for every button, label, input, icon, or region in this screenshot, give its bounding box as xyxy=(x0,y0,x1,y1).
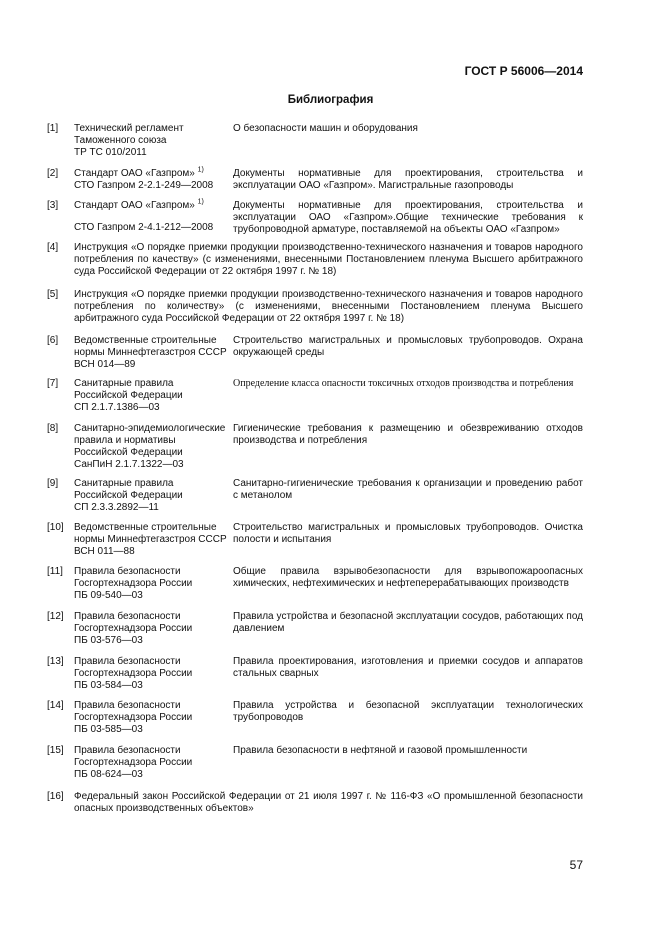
entry-number: [7] xyxy=(47,378,59,389)
entry-document: Правила безопасности Госгортехнадзора России ПБ 03-584—03 xyxy=(74,656,193,691)
entry-description: Санитарно-гигиенические требования к организации и проведению работ с метанолом xyxy=(233,478,583,501)
entry-full-text: Федеральный закон Российской Федерации от 21 июля 1997 г. № 116-ФЗ «О промышленной безопасности опасных производственных объектов» xyxy=(74,791,583,814)
entry-description: Строительство магистральных и промысловых трубопроводов. Очистка полости и испытания xyxy=(233,522,583,545)
entry-number: [11] xyxy=(47,566,63,577)
entry-document: Правила безопасности Госгортехнадзора России ПБ 08-624—03 xyxy=(74,745,193,780)
entry-description: Правила устройства и безопасной эксплуатации технологических трубопроводов xyxy=(233,700,583,723)
entry-document: Санитарные правила Российской Федерации СП 2.1.7.1386—03 xyxy=(74,378,183,413)
entry-number: [13] xyxy=(47,656,64,667)
entry-document: Ведомственные строительные нормы Миннефтегазстроя СССР ВСН 011—88 xyxy=(74,522,227,557)
entry-number: [15] xyxy=(47,745,64,756)
entry-number: [10] xyxy=(47,522,64,533)
entry-full-text: Инструкция «О порядке приемки продукции производственно-технического назначения и товаров народного потребления по качеству» (с изменениями, внесенными Постановлением пленума Высшего арбитражного суда Российской Федерации от 22 октября 1997 г. № 18) xyxy=(74,242,583,277)
entry-description: Гигиенические требования к размещению и обезвреживанию отходов производства и потребления xyxy=(233,423,583,446)
entry-description: Правила безопасности в нефтяной и газовой промышленности xyxy=(233,745,528,756)
entry-number: [16] xyxy=(47,791,64,802)
entry-document: Стандарт ОАО «Газпром» $^{1)}$ СТО Газпром 2-4.1-212—2008 xyxy=(74,198,214,233)
entry-number: [14] xyxy=(47,700,64,711)
entry-number: [5] xyxy=(47,289,59,300)
entry-description: Документы нормативные для проектирования, строительства и эксплуатации ОАО «Газпром». Магистральные газопроводы xyxy=(233,168,583,191)
entry-description: О безопасности машин и оборудования xyxy=(233,123,418,134)
entry-document: Стандарт ОАО «Газпром» $^{1)}$ СТО Газпром 2-2.1-249—2008 xyxy=(74,166,214,191)
entry-document: Санитарные правила Российской Федерации СП 2.3.3.2892—11 xyxy=(74,478,183,513)
entry-number: [2] xyxy=(47,168,59,179)
entry-document: Правила безопасности Госгортехнадзора России ПБ 09-540—03 xyxy=(74,566,193,601)
entry-number: [9] xyxy=(47,478,59,489)
document-header: ГОСТ Р 56006—2014 xyxy=(464,64,583,78)
entry-number: [4] xyxy=(47,242,59,253)
entry-description: Правила проектирования, изготовления и приемки сосудов и аппаратов стальных сварных xyxy=(233,656,583,679)
entry-description: Общие правила взрывобезопасности для взрывопожароопасных химических, нефтехимических и нефтеперерабатывающих производств xyxy=(233,566,583,589)
entry-description: Документы нормативные для проектирования, строительства и эксплуатации ОАО «Газпром».Общие технические требования к трубопроводной арматуре, поставляемой на объекты ОАО «Газпром» xyxy=(233,200,583,235)
entry-description: Строительство магистральных и промысловых трубопроводов. Охрана окружающей среды xyxy=(233,335,583,358)
page-number: 57 xyxy=(569,858,583,872)
entry-description: Определение класса опасности токсичных отходов производства и потребления xyxy=(233,378,574,389)
entry-document: Правила безопасности Госгортехнадзора России ПБ 03-576—03 xyxy=(74,611,193,646)
entry-number: [3] xyxy=(47,200,59,211)
entry-document: Санитарно-эпидемиологические правила и нормативы Российской Федерации СанПиН 2.1.7.1322—03 xyxy=(74,423,226,470)
entry-full-text: Инструкция «О порядке приемки продукции производственно-технического назначения и товаров народного потребления по количеству» (с изменениями, внесенными Постановлением пленума Высшего арбитражного суда Российской Федерации от 22 октября 1997 г. № 18) xyxy=(74,289,583,324)
page-title: Библиография xyxy=(287,94,374,106)
entry-number: [8] xyxy=(47,423,59,434)
entry-number: [12] xyxy=(47,611,64,622)
entry-number: [6] xyxy=(47,335,59,346)
entry-number: [1] xyxy=(47,123,59,134)
entry-document: Технический регламент Таможенного союза ТР ТС 010/2011 xyxy=(74,123,184,158)
entry-description: Правила устройства и безопасной эксплуатации сосудов, работающих под давлением xyxy=(233,611,583,634)
entry-document: Правила безопасности Госгортехнадзора России ПБ 03-585—03 xyxy=(74,700,193,735)
entry-document: Ведомственные строительные нормы Миннефтегазстроя СССР ВСН 014—89 xyxy=(74,335,227,370)
